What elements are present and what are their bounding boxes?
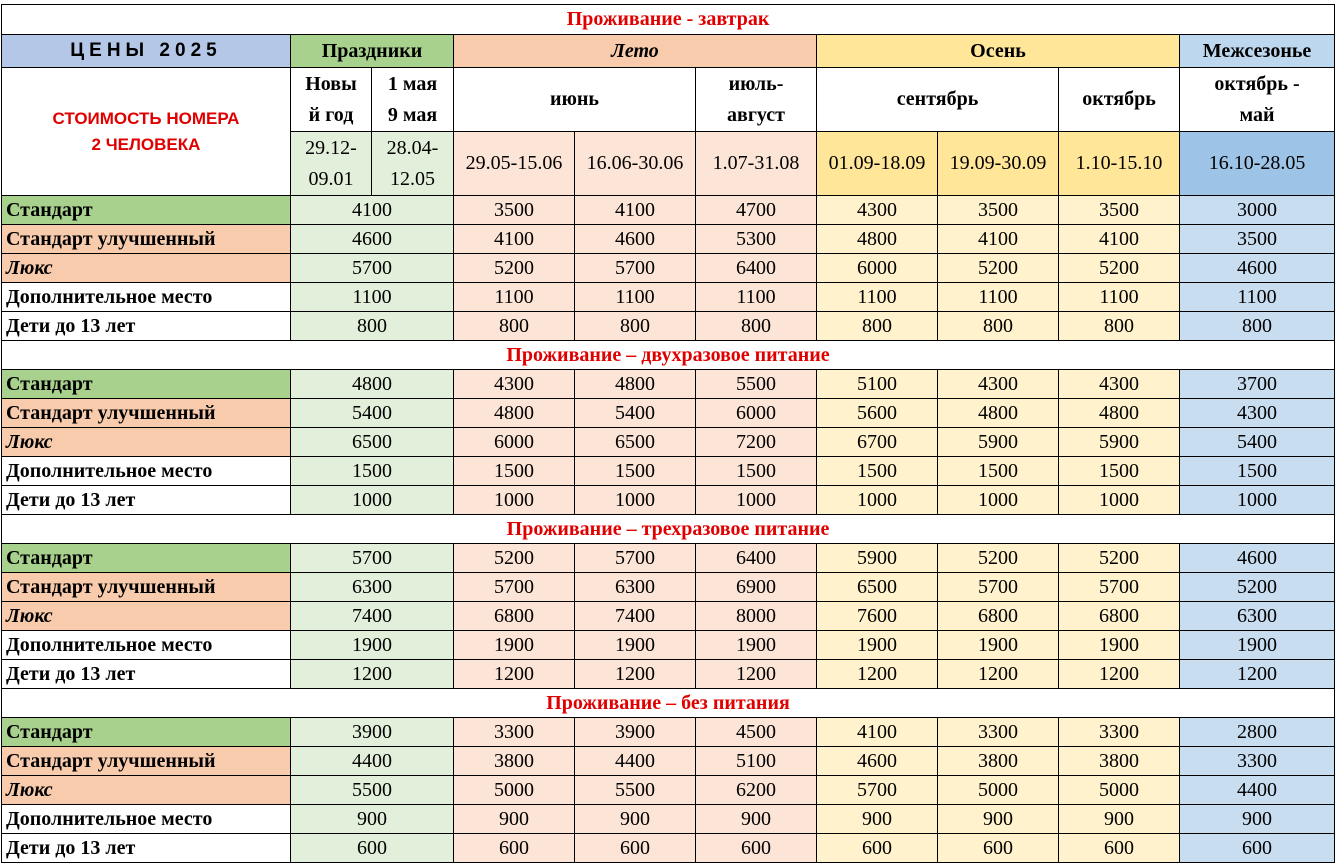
row-standard <box>2 196 1335 225</box>
price-cell: 1200 <box>938 660 1059 689</box>
price-cell: 5300 <box>696 225 817 254</box>
price-cell: 1900 <box>817 631 938 660</box>
price-cell: 4800 <box>938 399 1059 428</box>
row-standard <box>2 370 1335 399</box>
price-cell: 1500 <box>575 457 696 486</box>
price-cell: 1100 <box>938 283 1059 312</box>
price-cell: 800 <box>454 312 575 341</box>
price-cell: 900 <box>938 805 1059 834</box>
row-label: Дети до 13 лет <box>2 312 291 341</box>
price-cell: 5900 <box>1059 428 1180 457</box>
row-children <box>2 312 1335 341</box>
price-cell: 4600 <box>817 747 938 776</box>
price-cell: 5500 <box>291 776 454 805</box>
price-cell: 5900 <box>817 544 938 573</box>
price-cell: 3300 <box>938 718 1059 747</box>
price-cell: 2800 <box>1180 718 1335 747</box>
price-cell: 800 <box>817 312 938 341</box>
price-cell: 1500 <box>291 457 454 486</box>
price-cell: 6000 <box>696 399 817 428</box>
price-cell: 5700 <box>1059 573 1180 602</box>
price-cell: 4100 <box>291 196 454 225</box>
price-cell: 4800 <box>454 399 575 428</box>
price-cell: 600 <box>575 834 696 863</box>
period-sept-1: 01.09-18.09 <box>817 132 938 196</box>
price-cell: 4500 <box>696 718 817 747</box>
first-section-title-row <box>2 5 1335 35</box>
price-cell: 5900 <box>938 428 1059 457</box>
price-cell: 5400 <box>291 399 454 428</box>
price-cell: 900 <box>291 805 454 834</box>
row-children <box>2 834 1335 863</box>
price-cell: 900 <box>454 805 575 834</box>
price-cell: 5700 <box>575 544 696 573</box>
price-cell: 3300 <box>1059 718 1180 747</box>
row-standard <box>2 718 1335 747</box>
row-label: Стандарт улучшенный <box>2 399 291 428</box>
price-cell: 1200 <box>1180 660 1335 689</box>
row-label: Люкс <box>2 602 291 631</box>
price-cell: 4800 <box>1059 399 1180 428</box>
price-cell: 5700 <box>817 776 938 805</box>
room-cost-line-1: СТОИМОСТЬ НОМЕРА <box>52 108 240 128</box>
price-cell: 600 <box>938 834 1059 863</box>
row-label: Стандарт <box>2 196 291 225</box>
section-title: Проживание - завтрак <box>2 5 1335 35</box>
price-cell: 4300 <box>938 370 1059 399</box>
price-cell: 1000 <box>938 486 1059 515</box>
price-table-body <box>2 5 1335 863</box>
row-label: Дети до 13 лет <box>2 486 291 515</box>
price-cell: 5000 <box>454 776 575 805</box>
page-title: ЦЕНЫ 2025 <box>2 35 291 68</box>
price-cell: 1900 <box>454 631 575 660</box>
price-cell: 3000 <box>1180 196 1335 225</box>
price-cell: 4100 <box>575 196 696 225</box>
price-cell: 3500 <box>938 196 1059 225</box>
price-cell: 1100 <box>454 283 575 312</box>
price-cell: 800 <box>575 312 696 341</box>
price-cell: 4600 <box>575 225 696 254</box>
price-cell: 1000 <box>1180 486 1335 515</box>
price-cell: 6200 <box>696 776 817 805</box>
price-cell: 1000 <box>817 486 938 515</box>
price-cell: 4800 <box>575 370 696 399</box>
month-header-row <box>2 68 1335 132</box>
price-cell: 3500 <box>1180 225 1335 254</box>
row-lux <box>2 254 1335 283</box>
price-cell: 1900 <box>938 631 1059 660</box>
row-label: Люкс <box>2 776 291 805</box>
price-cell: 5100 <box>817 370 938 399</box>
price-cell: 800 <box>696 312 817 341</box>
price-cell: 3300 <box>1180 747 1335 776</box>
month-may: 1 мая 9 мая <box>372 68 454 132</box>
season-autumn: Осень <box>817 35 1180 68</box>
price-cell: 600 <box>696 834 817 863</box>
price-cell: 6900 <box>696 573 817 602</box>
row-label: Стандарт <box>2 544 291 573</box>
price-cell: 3800 <box>1059 747 1180 776</box>
price-cell: 4100 <box>817 718 938 747</box>
price-cell: 6500 <box>291 428 454 457</box>
price-cell: 5200 <box>938 544 1059 573</box>
season-summer: Лето <box>454 35 817 68</box>
price-cell: 1100 <box>696 283 817 312</box>
price-cell: 800 <box>1059 312 1180 341</box>
row-label: Стандарт <box>2 718 291 747</box>
price-cell: 7400 <box>291 602 454 631</box>
price-cell: 5100 <box>696 747 817 776</box>
price-cell: 1100 <box>1180 283 1335 312</box>
price-cell: 6300 <box>575 573 696 602</box>
row-extra-bed <box>2 631 1335 660</box>
price-cell: 900 <box>817 805 938 834</box>
price-cell: 4600 <box>1180 254 1335 283</box>
price-cell: 4600 <box>1180 544 1335 573</box>
section-title-row <box>2 689 1335 718</box>
period-july-august: 1.07-31.08 <box>696 132 817 196</box>
price-cell: 1100 <box>291 283 454 312</box>
month-july-august: июль- август <box>696 68 817 132</box>
price-cell: 4300 <box>1180 399 1335 428</box>
price-cell: 4400 <box>575 747 696 776</box>
price-cell: 6400 <box>696 544 817 573</box>
row-label: Люкс <box>2 428 291 457</box>
price-cell: 1200 <box>1059 660 1180 689</box>
period-june-2: 16.06-30.06 <box>575 132 696 196</box>
price-cell: 3500 <box>454 196 575 225</box>
price-cell: 1500 <box>817 457 938 486</box>
section-title-row <box>2 515 1335 544</box>
price-cell: 600 <box>1059 834 1180 863</box>
price-cell: 8000 <box>696 602 817 631</box>
price-cell: 5500 <box>696 370 817 399</box>
price-cell: 7600 <box>817 602 938 631</box>
season-offseason: Межсезонье <box>1180 35 1335 68</box>
price-cell: 6000 <box>817 254 938 283</box>
price-cell: 1200 <box>817 660 938 689</box>
row-children <box>2 486 1335 515</box>
price-cell: 1500 <box>696 457 817 486</box>
period-june-1: 29.05-15.06 <box>454 132 575 196</box>
price-cell: 1500 <box>938 457 1059 486</box>
price-cell: 3800 <box>938 747 1059 776</box>
price-cell: 7200 <box>696 428 817 457</box>
price-cell: 4700 <box>696 196 817 225</box>
row-standard-improved <box>2 225 1335 254</box>
price-cell: 4800 <box>291 370 454 399</box>
price-cell: 6800 <box>454 602 575 631</box>
price-cell: 800 <box>291 312 454 341</box>
price-cell: 4300 <box>817 196 938 225</box>
period-sept-2: 19.09-30.09 <box>938 132 1059 196</box>
price-cell: 1500 <box>454 457 575 486</box>
price-cell: 1500 <box>1180 457 1335 486</box>
row-standard-improved <box>2 399 1335 428</box>
price-cell: 5200 <box>454 544 575 573</box>
price-cell: 4100 <box>938 225 1059 254</box>
price-cell: 900 <box>575 805 696 834</box>
row-lux <box>2 776 1335 805</box>
price-cell: 3900 <box>291 718 454 747</box>
price-cell: 3900 <box>575 718 696 747</box>
price-cell: 3500 <box>1059 196 1180 225</box>
price-cell: 4400 <box>1180 776 1335 805</box>
row-standard-improved <box>2 573 1335 602</box>
price-cell: 6500 <box>575 428 696 457</box>
price-cell: 1200 <box>575 660 696 689</box>
price-cell: 6000 <box>454 428 575 457</box>
period-october: 1.10-15.10 <box>1059 132 1180 196</box>
section-title: Проживание – трехразовое питание <box>2 515 1335 544</box>
price-cell: 1000 <box>696 486 817 515</box>
period-new-year: 29.12- 09.01 <box>291 132 372 196</box>
price-cell: 1200 <box>454 660 575 689</box>
price-cell: 5700 <box>454 573 575 602</box>
month-october: октябрь <box>1059 68 1180 132</box>
row-label: Дети до 13 лет <box>2 834 291 863</box>
row-lux <box>2 428 1335 457</box>
price-cell: 800 <box>1180 312 1335 341</box>
price-cell: 5700 <box>938 573 1059 602</box>
price-cell: 6300 <box>291 573 454 602</box>
price-cell: 1000 <box>575 486 696 515</box>
row-label: Дополнительное место <box>2 631 291 660</box>
row-label: Дети до 13 лет <box>2 660 291 689</box>
price-cell: 600 <box>291 834 454 863</box>
row-label: Дополнительное место <box>2 283 291 312</box>
price-cell: 1200 <box>291 660 454 689</box>
price-cell: 5000 <box>938 776 1059 805</box>
price-cell: 5600 <box>817 399 938 428</box>
price-cell: 6400 <box>696 254 817 283</box>
price-cell: 5000 <box>1059 776 1180 805</box>
price-cell: 6500 <box>817 573 938 602</box>
price-cell: 4100 <box>454 225 575 254</box>
price-cell: 4300 <box>454 370 575 399</box>
price-cell: 6800 <box>1059 602 1180 631</box>
price-cell: 1200 <box>696 660 817 689</box>
price-cell: 6800 <box>938 602 1059 631</box>
price-cell: 900 <box>1180 805 1335 834</box>
price-cell: 6300 <box>1180 602 1335 631</box>
price-cell: 6700 <box>817 428 938 457</box>
row-lux <box>2 602 1335 631</box>
month-june: июнь <box>454 68 696 132</box>
row-standard <box>2 544 1335 573</box>
price-cell: 5700 <box>291 544 454 573</box>
price-cell: 1100 <box>575 283 696 312</box>
price-cell: 4100 <box>1059 225 1180 254</box>
row-label: Стандарт улучшенный <box>2 225 291 254</box>
price-cell: 3700 <box>1180 370 1335 399</box>
row-label: Люкс <box>2 254 291 283</box>
price-cell: 5700 <box>291 254 454 283</box>
row-extra-bed <box>2 283 1335 312</box>
season-header-row <box>2 35 1335 68</box>
price-cell: 1900 <box>696 631 817 660</box>
row-label: Дополнительное место <box>2 805 291 834</box>
room-cost-label <box>2 68 291 196</box>
section-title: Проживание – двухразовое питание <box>2 341 1335 370</box>
price-cell: 5200 <box>1180 573 1335 602</box>
row-extra-bed <box>2 457 1335 486</box>
row-children <box>2 660 1335 689</box>
row-standard-improved <box>2 747 1335 776</box>
price-cell: 7400 <box>575 602 696 631</box>
section-title: Проживание – без питания <box>2 689 1335 718</box>
price-cell: 3800 <box>454 747 575 776</box>
price-cell: 4800 <box>817 225 938 254</box>
price-cell: 1100 <box>1059 283 1180 312</box>
row-label: Стандарт улучшенный <box>2 573 291 602</box>
row-label: Стандарт улучшенный <box>2 747 291 776</box>
price-cell: 5200 <box>938 254 1059 283</box>
price-cell: 600 <box>454 834 575 863</box>
row-label: Стандарт <box>2 370 291 399</box>
price-cell: 4600 <box>291 225 454 254</box>
price-cell: 900 <box>1059 805 1180 834</box>
month-september: сентябрь <box>817 68 1059 132</box>
price-cell: 1000 <box>291 486 454 515</box>
price-cell: 5500 <box>575 776 696 805</box>
price-cell: 5200 <box>454 254 575 283</box>
price-cell: 5200 <box>1059 544 1180 573</box>
price-cell: 1900 <box>1059 631 1180 660</box>
season-holidays: Праздники <box>291 35 454 68</box>
period-may: 28.04- 12.05 <box>372 132 454 196</box>
price-cell: 1100 <box>817 283 938 312</box>
price-cell: 1900 <box>575 631 696 660</box>
price-cell: 1000 <box>454 486 575 515</box>
month-new-year: Новы й год <box>291 68 372 132</box>
row-extra-bed <box>2 805 1335 834</box>
price-cell: 600 <box>1180 834 1335 863</box>
period-offseason: 16.10-28.05 <box>1180 132 1335 196</box>
price-cell: 1900 <box>291 631 454 660</box>
section-title-row <box>2 341 1335 370</box>
price-cell: 5700 <box>575 254 696 283</box>
price-cell: 4400 <box>291 747 454 776</box>
price-cell: 800 <box>938 312 1059 341</box>
price-cell: 5400 <box>575 399 696 428</box>
price-cell: 5200 <box>1059 254 1180 283</box>
price-cell: 1500 <box>1059 457 1180 486</box>
price-cell: 1900 <box>1180 631 1335 660</box>
price-cell: 900 <box>696 805 817 834</box>
price-cell: 600 <box>817 834 938 863</box>
price-table <box>1 4 1335 863</box>
month-october-may: октябрь - май <box>1180 68 1335 132</box>
row-label: Дополнительное место <box>2 457 291 486</box>
price-cell: 3300 <box>454 718 575 747</box>
price-cell: 1000 <box>1059 486 1180 515</box>
room-cost-line-2: 2 ЧЕЛОВЕКА <box>91 134 201 154</box>
price-cell: 5400 <box>1180 428 1335 457</box>
price-cell: 4300 <box>1059 370 1180 399</box>
